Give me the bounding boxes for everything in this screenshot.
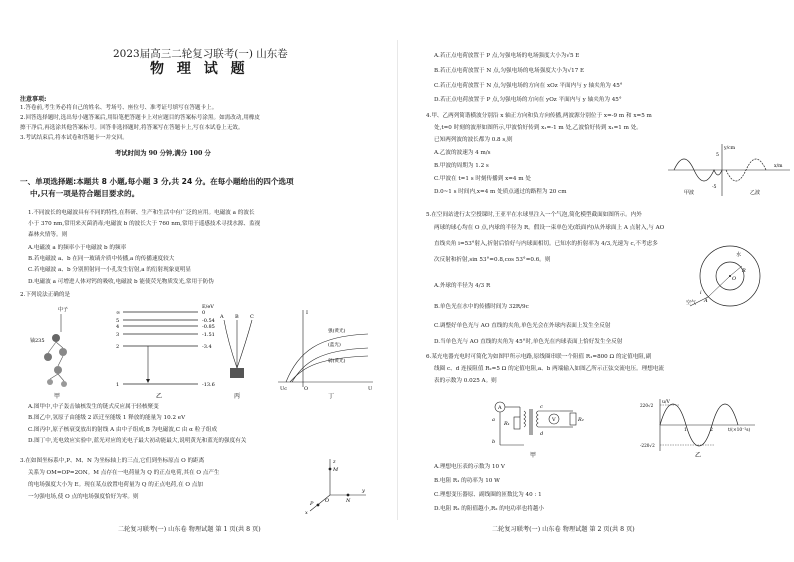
t-tick: 2	[710, 428, 713, 433]
figure-label-yi: 乙	[695, 452, 702, 459]
level-value: -3.4	[202, 344, 212, 350]
q1-stem: 小于 370 nm,常用来灭菌消毒;电磁波 b 的波长大于 760 nm,常用于遥感技术寻找水源、监视	[28, 221, 261, 227]
amplitude-positive: 5	[716, 153, 719, 158]
q4-option-b: B.甲波的周期为 1.2 s	[434, 163, 489, 169]
level-n: 1	[116, 382, 120, 388]
q4-option-d: D.0~1 s 时间内,x=4 m 处质点通过的路程为 20 cm	[434, 189, 567, 195]
level-value: -1.51	[202, 332, 215, 338]
air-label: 空气	[686, 300, 697, 306]
q1-option-d: D.电磁波 a 可增进人体对钙的吸收,电磁波 b 能使荧光物质发光,常用于防伪	[28, 279, 214, 285]
angle-i: i	[700, 290, 702, 296]
level-value: -0.54	[202, 318, 215, 324]
notice-heading: 注意事项:	[20, 96, 47, 103]
energy-axis-label: E/eV	[202, 304, 214, 310]
q3-stem: 关系为 OM=OP=2ON。M 点存在一电荷量为 Q 的正点电荷,其在 O 点产生	[28, 470, 220, 476]
q5-option-c: C.调整好单色光与 AO 直线的夹角,单色光会在外球内表面上发生全反射	[434, 323, 611, 329]
amplitude-negative: -5	[712, 185, 717, 190]
figure-label-jia: 甲	[54, 393, 61, 400]
photoelectric-iu-graph	[278, 310, 373, 387]
notice-line: 擦干净后,再选涂其他答案标号。回答非选择题时,将答案写在答题卡上,写在本试卷上无效。	[20, 125, 244, 131]
q3-option-b: B.若正点电荷放置于 N 点,匀强电场的电场强度大小为√17 E	[434, 68, 585, 74]
wave-label-jia: 甲波	[684, 190, 695, 196]
terminal-b: b	[492, 439, 496, 445]
q4-option-a: A.乙波的波速为 4 m/s	[434, 150, 491, 156]
center-o: O	[732, 276, 737, 282]
q4-option-c: C.甲波在 t=1 s 时刻传播到 x=4 m 处	[434, 176, 531, 182]
u-axis-label: U	[368, 386, 373, 392]
coordinate-axes-figure	[300, 455, 370, 515]
q6-option-a: A.理想电压表的示数为 10 V	[434, 464, 505, 470]
q3-option-c: C.若正点电荷放置于 N 点,匀强电场的方向在 xOz 平面内与 y 轴夹角为 45°	[434, 83, 623, 89]
radius-r: R	[742, 268, 746, 274]
q5-stem: 5.在空间站进行太空授课时,王亚平在水球里注入一个气泡,简化模型截面如图所示。内外	[426, 212, 642, 218]
level-value: -0.85	[202, 324, 215, 330]
t-tick: 1	[684, 428, 687, 433]
curve-label-blue: (蓝光)	[328, 343, 341, 348]
terminal-a: a	[492, 417, 495, 423]
ray-label: B	[235, 314, 239, 320]
peak-negative: -220√2	[640, 443, 655, 448]
ammeter-label: A	[498, 405, 502, 411]
q5-stem: 直线夹角 i=53°射入,折射后恰好与内球面相切。已知水的折射率为 4/3,光速为 c,不考虑多	[434, 241, 658, 247]
q5-option-b: B.单色光在水中的传播时间为 32R/9c	[434, 304, 529, 310]
section-heading: 一、单项选择题:本题共 8 小题,每小题 3 分,共 24 分。在每小题给出的四个选项	[20, 177, 294, 186]
fission-diagram	[44, 314, 67, 387]
q6-option-b: B.电阻 R₁ 的功率为 10 W	[434, 478, 500, 484]
neutron-label: 中子	[58, 307, 69, 313]
q1-stem: 1.不同波长的电磁波具有不同的特性,在科研、生产和生活中有广泛的应用。电磁波 a 的波长	[28, 210, 255, 216]
q2-figures	[28, 302, 378, 402]
q3-stem: 一匀强电场,使 O 点的电场强度恰好为零。则	[28, 494, 139, 500]
notice-line: 1.答卷前,考生务必将自己的姓名、考场号、座位号、准考证号填写在答题卡上。	[20, 105, 218, 111]
q6-option-d: D.电阻 R₂ 的阻值越小,R₂ 的电功率也将越小	[434, 506, 544, 512]
q1-option-c: C.若电磁波 a、b 分别照射同一小孔发生衍射,a 的衍射现象更明显	[28, 267, 192, 273]
terminal-d: d	[540, 431, 544, 437]
q6-stem: 线圈 c、d 连接阻值 R₂=5 Ω 的定值电阻,a、b 两端输入如图乙所示正弦交流电压。理想电流	[434, 366, 665, 372]
q5-stem: 次反射和折射,sin 53°=0.8,cos 53°=0.6。则	[434, 257, 551, 263]
y-axis-label: y	[362, 488, 365, 494]
q2-option-a: A.图甲中,中子轰击铀核发生的链式反应属于轻核聚变	[28, 404, 159, 410]
q2-option-d: D.图丁中,光电效应实验中,蓝光对应的光电子最大初动能最大,说明黄光和蓝光的强度有关	[28, 438, 247, 444]
q6-stem: 表的示数为 0.025 A。则	[434, 378, 497, 384]
curve-label-strong: 强(黄光)	[328, 329, 346, 334]
q5-stem: 两球的球心均在 O 点,内球的半径为 R。假设一束单色光(纸面内)从外球面上 A 点射入,与 AO	[434, 225, 665, 231]
t-axis-label: t/(×10⁻²s)	[728, 428, 751, 433]
figure-label-yi: 乙	[156, 393, 163, 400]
r1-label: R₁	[504, 421, 510, 427]
radiation-diagram	[224, 320, 252, 378]
level-n: 4	[116, 324, 120, 330]
level-n: 2	[116, 344, 120, 350]
notice-line: 3.考试结束后,将本试卷和答题卡一并交回。	[20, 135, 128, 141]
q2-option-b: B.图乙中,氢原子由能级 2 跃迁至能级 1 释放的能量为 10.2 eV	[28, 415, 186, 421]
origin-label: O	[304, 386, 309, 392]
section-heading: 中,只有一项是符合题目要求的。	[30, 189, 140, 198]
level-value: 0	[202, 310, 206, 316]
curve-label-weak: 弱(黄光)	[328, 359, 346, 364]
q2-stem: 2.下列说法正确的是	[20, 292, 71, 298]
sphere-figure	[682, 242, 768, 312]
point-p: P	[310, 501, 314, 507]
q3-option-d: D.若正点电荷放置于 P 点,匀强电场的方向在 yOz 平面内与 y 轴夹角为 45°	[434, 97, 622, 103]
q4-stem: 处,t=0 时刻的波形如图所示,甲波恰好传到 x₁=-1 m 处,乙波恰好传到 x₁=1 m 处。	[434, 125, 642, 131]
q3-stem: 的电场强度大小为 E。现在某点放置电荷量为 Q 的正点电荷,在 O 点加	[28, 482, 203, 488]
subject-title: 物 理 试 题	[150, 61, 249, 77]
q4-stem: 4.甲、乙两列简谐横波分别沿 x 轴正方向和负方向传播,两波源分别位于 x=-9 m 和 x=5 m	[426, 113, 652, 119]
figure-label-ding: 丁	[328, 393, 335, 400]
point-m: M	[333, 467, 339, 473]
q6-option-c: C.理想变压器原、副线圈的匝数比为 40 : 1	[434, 492, 542, 498]
z-axis-label: z	[333, 459, 336, 465]
wave-x-label: x/m	[774, 164, 783, 169]
wave-figure	[664, 140, 794, 200]
figure-label-jia: 甲	[530, 452, 537, 459]
voltmeter-label: V	[552, 417, 556, 423]
time-and-score: 考试时间为 90 分钟,满分 100 分	[115, 150, 211, 157]
level-value: -13.6	[202, 382, 215, 388]
q1-option-a: A.电磁波 a 的频率小于电磁波 b 的频率	[28, 245, 127, 251]
wave-label-yi: 乙波	[750, 190, 761, 196]
level-n: 5	[116, 318, 120, 324]
exam-title: 2023届高三二轮复习联考(一) 山东卷	[113, 48, 288, 60]
ray-label: A	[220, 314, 224, 320]
terminal-c: c	[540, 404, 543, 410]
level-n: 3	[116, 332, 120, 338]
energy-level-diagram	[123, 312, 198, 384]
origin-o: O	[325, 498, 330, 504]
uranium-label: 铀235	[30, 338, 45, 344]
transformer-circuit	[490, 395, 600, 460]
page-divider	[397, 40, 398, 520]
page-footer: 二轮复习联考(一) 山东卷 物理试题 第 1 页(共 8 页)	[118, 526, 261, 533]
q6-stem: 6.某充电器充电时可简化为如图甲所示电路,原线圈串联一个阻值 R₁=800 Ω 的定值电阻,副	[426, 354, 652, 360]
page-footer: 二轮复习联考(一) 山东卷 物理试题 第 2 页(共 8 页)	[492, 526, 635, 533]
uc-label: Uc	[280, 386, 288, 392]
q1-option-b: B.若电磁波 a、b 在同一玻璃介质中传播,a 的传播速度较大	[28, 256, 175, 262]
u-axis-label: u/V	[662, 400, 670, 405]
point-a: A	[704, 298, 708, 304]
notice-line: 2.回答选择题时,选出每小题答案后,用铅笔把答题卡上对应题目的答案标号涂黑。如需改动,用橡皮	[20, 115, 261, 121]
q3-stem: 3.在如图坐标系中,P、M、N 为坐标轴上的三点,它们到坐标原点 O 的距离	[20, 458, 205, 464]
i-axis-label: I	[306, 310, 308, 316]
q1-stem: 森林火情等。则	[28, 232, 68, 238]
q5-option-a: A.外球的半径为 4/3 R	[434, 283, 491, 289]
r2-label: R₂	[578, 417, 584, 423]
level-n: ∞	[116, 310, 121, 316]
q2-option-c: C.图丙中,原子核衰变放出的射线 A 由中子组成,B 为电磁波,C 由 α 粒子组成	[28, 427, 218, 433]
water-label: 水	[736, 252, 742, 258]
ray-label: C	[250, 314, 254, 320]
point-n: N	[346, 498, 351, 504]
wave-y-label: y/cm	[724, 146, 736, 151]
figure-label-bing: 丙	[234, 393, 241, 400]
peak-positive: 220√2	[640, 403, 654, 408]
q4-stem: 已知两列波的波长都为 0.8 s,则	[434, 137, 513, 143]
q5-option-d: D.当单色光与 AO 直线的夹角为 45°时,单色光在内球表面上恰好发生全反射	[434, 339, 623, 345]
exam-page-2	[400, 0, 794, 562]
x-axis-label: x	[305, 510, 308, 515]
voltage-sine-graph	[640, 395, 760, 460]
q3-option-a: A.若正点电荷放置于 P 点,匀强电场的电场强度大小为√5 E	[434, 53, 580, 59]
